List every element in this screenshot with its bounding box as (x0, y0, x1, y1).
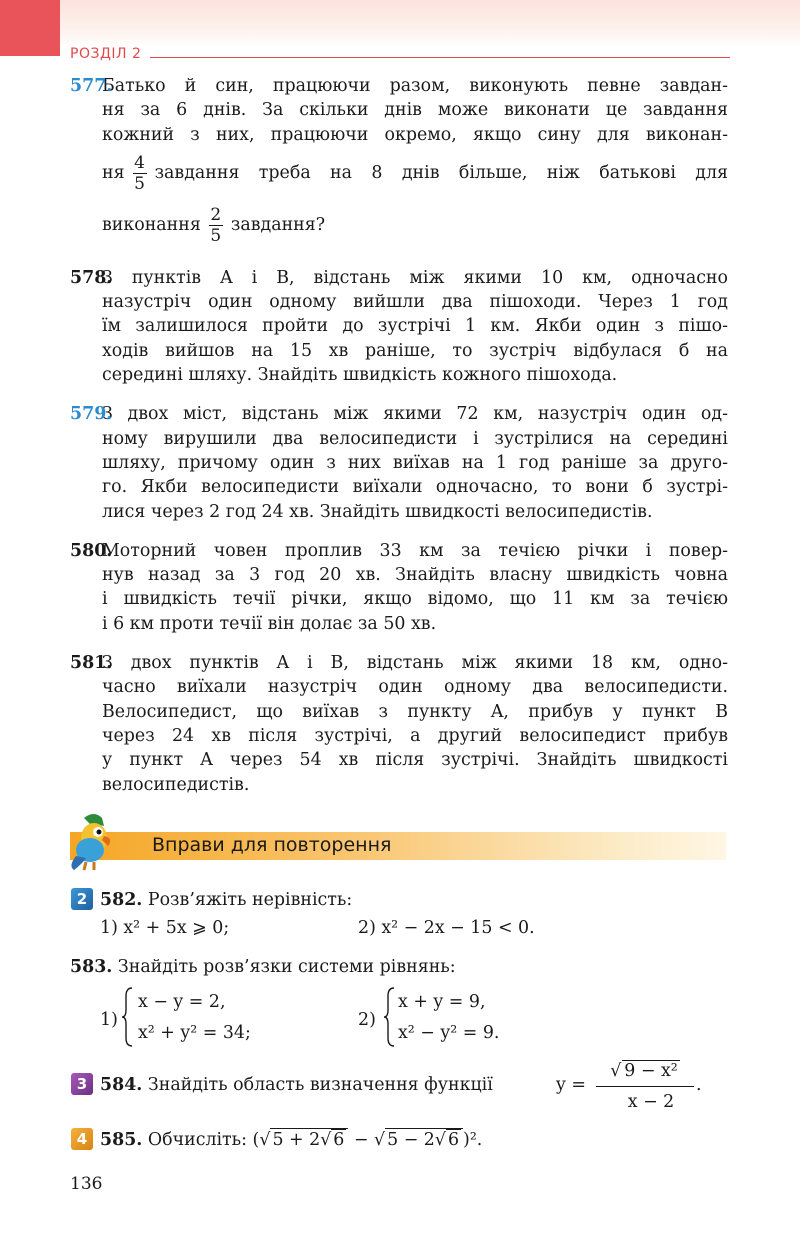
minus-sign: − (353, 1130, 369, 1150)
text: завдання треба на 8 днів більше, ніж батькові для (154, 162, 728, 183)
system-1-label: 1) (100, 1010, 118, 1030)
exercise-583-title (70, 955, 456, 979)
problem-line: Батько й син, працюючи разом, виконують певне завдан- (102, 76, 728, 96)
problem-line: через 24 хв після зустрічі, а другий велосипедист прибув (102, 725, 728, 746)
page-number: 136 (70, 1174, 103, 1194)
exercise-582-part-1: 1) x² + 5x ⩾ 0; (100, 918, 230, 938)
problem-line: і 6 км проти течії він долає за 50 хв. (102, 613, 437, 634)
problem-line: середині шляху. Знайдіть швидкість кожного пішохода. (102, 365, 618, 386)
exercise-number: 582. (100, 890, 143, 910)
problem-number: 577. (70, 76, 113, 96)
radicand-a (270, 1128, 348, 1150)
denominator: 5 (210, 225, 222, 246)
problems-list (70, 74, 728, 812)
problem-number: 580. (70, 540, 113, 561)
period: . (696, 1075, 702, 1095)
function-fraction (608, 1059, 694, 1114)
system-1-eq-1: x − y = 2, (138, 992, 226, 1012)
exercise-text: Знайдіть розв’язки системи рівнянь: (117, 957, 456, 977)
open-paren: ( (252, 1130, 260, 1150)
problem-line: нув назад за 3 год 20 хв. Знайдіть власну швидкість човна (102, 565, 728, 586)
exercise-number: 585. (100, 1130, 143, 1150)
system-2-eq-1: x + y = 9, (398, 992, 486, 1012)
problem-line: З двох пунктів A і B, відстань між якими 18 км, одно- (102, 653, 728, 674)
problem-578 (70, 266, 728, 387)
exercise-text: Розв’яжіть нерівність: (147, 890, 353, 910)
function-y: y = (556, 1075, 586, 1095)
problem-number: 579. (70, 404, 113, 425)
problem-line: часно виїхали назустріч один одному два велосипедисти. (102, 677, 728, 698)
system-2-eq-2: x² − y² = 9. (398, 1023, 500, 1043)
problem-line: З двох міст, відстань між якими 72 км, назустріч один од- (102, 404, 728, 425)
problem-line: ному вирушили два велосипедисти і зустрілися на середині (102, 428, 728, 449)
exercise-text: Обчисліть: (147, 1130, 248, 1150)
exercise-number: 584. (100, 1075, 143, 1095)
problem-line: кожний з них, працюючи окремо, якщо сину для виконан- (102, 124, 728, 145)
level-2-badge-icon: 2 (71, 888, 93, 910)
fraction-2-5 (209, 205, 223, 246)
text: ня (102, 162, 125, 183)
numerator: 4 (134, 152, 145, 173)
problem-line: Велосипедист, що виїхав з пункту A, прибув у пункт B (102, 701, 728, 722)
problem-line: шляху, причому один з них виїхав на 1 год раніше за друго- (102, 452, 728, 473)
problem-number: 578. (70, 267, 113, 288)
chapter-tab (0, 0, 60, 56)
exercise-582-title (100, 888, 352, 912)
numerator: 2 (210, 204, 222, 225)
closing: )². (463, 1130, 483, 1150)
exercise-number: 583. (70, 957, 113, 977)
problem-581 (70, 651, 728, 797)
banner-title: Вправи для повторення (152, 834, 392, 856)
sqrt-icon: √ (610, 1061, 622, 1081)
brace-icon (382, 986, 396, 1048)
exercise-582-part-2: 2) x² − 2x − 15 < 0. (358, 918, 535, 938)
problem-line: назустріч один одному вийшли два пішоходи. Через 1 год (102, 292, 728, 313)
problem-line: го. Якби велосипедисти виїхали одночасно, то вони б зустрі- (102, 477, 728, 498)
radicand-a-text: 5 + 2 (272, 1130, 321, 1150)
problem-line: велосипедистів. (102, 774, 250, 795)
text: завдання? (230, 214, 326, 235)
problem-line-fraction (102, 199, 728, 251)
radicand-b-text: 5 − 2 (387, 1130, 435, 1150)
sqrt-icon: √ (434, 1130, 446, 1150)
sqrt-icon: √ (259, 1130, 271, 1150)
inner-radicand: 6 (447, 1130, 460, 1150)
radicand: 9 − x² (624, 1061, 678, 1081)
level-3-badge-icon: 3 (71, 1073, 93, 1095)
header-band (0, 0, 800, 48)
problem-line-fraction (102, 147, 728, 199)
brace-icon (120, 986, 134, 1048)
problem-579 (70, 402, 728, 523)
exercise-584-title (100, 1073, 493, 1097)
sqrt-icon: √ (374, 1130, 386, 1150)
system-2-label: 2) (358, 1010, 376, 1030)
problem-line: і швидкість течії річки, якщо відомо, що 11 км за течією (102, 589, 728, 610)
problem-number: 581. (70, 653, 113, 674)
level-4-badge-icon: 4 (71, 1128, 93, 1150)
section-rule (150, 57, 730, 58)
denominator: 5 (134, 173, 145, 194)
system-1-eq-2: x² + y² = 34; (138, 1023, 251, 1043)
problem-line: ня за 6 днів. За скільки днів може виконати це завдання (102, 100, 728, 121)
radicand-b (385, 1128, 463, 1150)
problem-line: З пунктів A і B, відстань між якими 10 км, одночасно (102, 267, 728, 288)
problem-580 (70, 539, 728, 636)
problem-line: у пункт A через 54 хв після зустрічі. Знайдіть швидкості (102, 750, 728, 771)
problem-line: Моторний човен проплив 33 км за течією річки і повер- (102, 540, 728, 561)
problem-line: їм залишилося пройти до зустрічі 1 км. Якби один з пішо- (102, 316, 728, 337)
exercise-585 (100, 1128, 482, 1152)
text: виконання (102, 214, 201, 235)
problem-line: лися через 2 год 24 хв. Знайдіть швидкості велосипедистів. (102, 501, 653, 522)
sqrt-icon: √ (320, 1130, 332, 1150)
fraction-4-5 (133, 153, 147, 194)
exercise-text: Знайдіть область визначення функції (147, 1075, 493, 1095)
denominator: x − 2 (627, 1092, 675, 1112)
inner-radicand: 6 (333, 1130, 345, 1150)
parrot-icon (64, 808, 128, 872)
problem-line: ходів вийшов на 15 хв раніше, то зустріч відбулася б на (102, 340, 728, 361)
section-label: РОЗДІЛ 2 (70, 46, 142, 62)
problem-577 (70, 74, 728, 251)
